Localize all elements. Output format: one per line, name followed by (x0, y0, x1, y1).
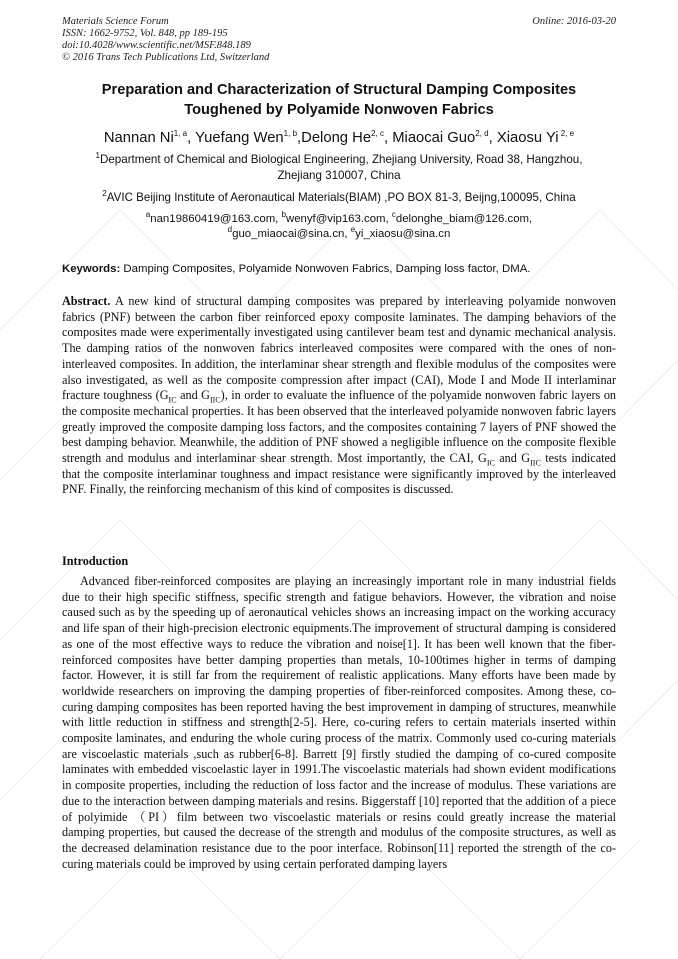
author-affiliation-mark: 2, d (475, 129, 489, 139)
subscript: IC (486, 458, 495, 468)
abstract-text: ), in order to evaluate the influence of the polyamide nonwoven fabric layers on the composite mechanical properties. It has been observed that the interleaved polyamide nonwoven fabric layers greatly improved the composite damping loss factors, and the composites containing 7 layers of PNF showed the best damping behavior. Meanwhile, the addition of PNF showed a negligible influence on the composite flexible strength and modulus and interlaminar shear strength. Most importantly, the CAI, G (62, 388, 617, 466)
affiliation-2 (62, 190, 616, 206)
affiliation-mark: 1 (95, 151, 100, 161)
subscript: IC (168, 395, 177, 405)
email-mark: d (227, 225, 233, 235)
affiliation-2-text: AVIC Beijing Institute of Aeronautical Materials(BIAM) ,PO BOX 81-3, Beijng,100095, China (106, 191, 576, 204)
email-link[interactable]: wenyf@vip163.com, (285, 213, 392, 225)
paper-title (62, 80, 616, 120)
affiliation-mark: 2 (102, 189, 107, 199)
author-emails (62, 212, 616, 242)
journal-issn: ISSN: 1662-9752, Vol. 848, pp 189-195 (62, 28, 228, 39)
journal-header (62, 16, 616, 64)
author-separator: , (187, 130, 196, 146)
abstract-text: and G (176, 388, 210, 403)
keywords-label: Keywords: (62, 263, 121, 275)
introduction-paragraph: Advanced fiber-reinforced composites are playing an increasingly important role in many industrial fields due to their high specific stiffness, specific strength and fatigue behaviors. However, the vibration and noise caused such as by the speeding up of aeronautical vehicles shows an increasing impact on the working accuracy and life span of their high-precision electronic equipments.The improvement of structural damping is considered as one of the most effective ways to reduce the vibration and noise[1]. It has been well known that the fiber-reinforced composites have better damping properties than metals, 10-100times higher in terms of damping factor. However, it is still far from the requirement of realistic applications. Many efforts have been made by worldwide researchers on improving the damping properties of fiber-reinforced composites. Among these, co-curing damping composites has been reported having the best improvement in damping of structures, meanwhile with little reduction in stiffness and strength[2-5]. Here, co-curing refers to certain materials inserted within composite laminates, and enduring the whole curing process of the matrix. Commonly used co-curing materials are viscoelastic materials ,such as rubber[6-8]. Barrett [9] firstly studied the damping of co-cured composite laminates with embedded viscoelastic layer in 1991.The viscoelastic materials had shown evident modifications in composite properties, including the reduction of loss factor and the increase of modulus. These variations are due to the interaction between damping materials and resins. Biggerstaff [10] reported that the addition of a piece of polyimide （PI）film between two viscoelastic materials or resins could greatly increase the material damping properties, but caused the decrease of the strength and modulus of the composite structures, as well as the decreased delamination resistance due to the poor interface. Robinson[11] reported the strength of the co-curing materials could be improved by using certain perforated damping layers (62, 574, 616, 871)
author-name: Nannan Ni (103, 130, 174, 146)
author-separator: , (297, 130, 302, 146)
keywords (62, 261, 616, 277)
affiliation-1-line-2: Zhejiang 310007, China (277, 169, 401, 182)
section-heading-introduction: Introduction (62, 554, 129, 568)
journal-name: Materials Science Forum (62, 16, 169, 27)
email-link[interactable]: yi_xiaosu@sina.cn (355, 228, 451, 240)
abstract-text: tests indicated that the composite interlaminar toughness and impact resistance were significantly improved by the interleaved PNF. Finally, the reinforcing mechanism of this kind of composites is discussed. (62, 451, 617, 497)
introduction-body (62, 574, 616, 872)
email-mark: c (391, 210, 396, 220)
author-affiliation-mark: 1, b (283, 129, 298, 139)
keywords-text: Damping Composites, Polyamide Nonwoven Fabrics, Damping loss factor, DMA. (120, 263, 531, 275)
abstract (62, 294, 616, 498)
author-separator: , (488, 130, 497, 146)
title-line-1: Preparation and Characterization of Structural Damping Composites (101, 82, 577, 98)
affiliation-1 (62, 152, 616, 184)
email-link[interactable]: nan19860419@163.com, (150, 213, 282, 225)
journal-copyright: © 2016 Trans Tech Publications Ltd, Switzerland (62, 52, 270, 63)
author-name: Xiaosu Yi (496, 130, 559, 146)
affiliation-1-line-1: Department of Chemical and Biological Engineering, Zhejiang University, Road 38, Hangzhou, (99, 153, 583, 166)
abstract-text: and G (494, 451, 531, 466)
online-date: Online: 2016-03-20 (532, 16, 616, 27)
journal-doi: doi:10.4028/www.scientific.net/MSF.848.189 (62, 40, 251, 51)
author-name: Miaocai Guo (392, 130, 476, 146)
email-mark: b (281, 210, 286, 220)
subscript: IIC (210, 395, 221, 405)
title-line-2: Toughened by Polyamide Nonwoven Fabrics (184, 102, 494, 118)
email-mark: e (350, 225, 356, 235)
author-affiliation-mark: 2, c (371, 129, 384, 139)
author-list (62, 128, 616, 148)
email-link[interactable]: delonghe_biam@126.com, (395, 213, 533, 225)
email-mark: a (145, 210, 151, 220)
email-link[interactable]: guo_miaocai@sina.cn, (232, 228, 351, 240)
author-affiliation-mark: 1, a (173, 129, 188, 139)
author-separator: , (383, 130, 393, 146)
abstract-label: Abstract. (62, 294, 111, 308)
author-affiliation-mark: 2, e (558, 129, 575, 139)
author-name: Yuefang Wen (195, 130, 284, 146)
author-name: Delong He (301, 130, 372, 146)
subscript: IIC (530, 458, 541, 468)
abstract-text: A new kind of structural damping composites was prepared by interleaving polyamide nonwoven fabrics (PNF) between the carbon fiber reinforced epoxy composite laminates. The damping behaviors of the composites made were experimentally investigated using cantilever beam test and dynamic mechanical analysis. The damping ratios of the nonwoven fabrics interleaved composites were compared with the ones of non-interleaved composites. In addition, the interlaminar shear strength and flexible modulus of the composites were also investigated, as well as the composite compression after impact (CAI), Mode I and Mode II interlaminar fracture toughness (G (62, 294, 616, 403)
